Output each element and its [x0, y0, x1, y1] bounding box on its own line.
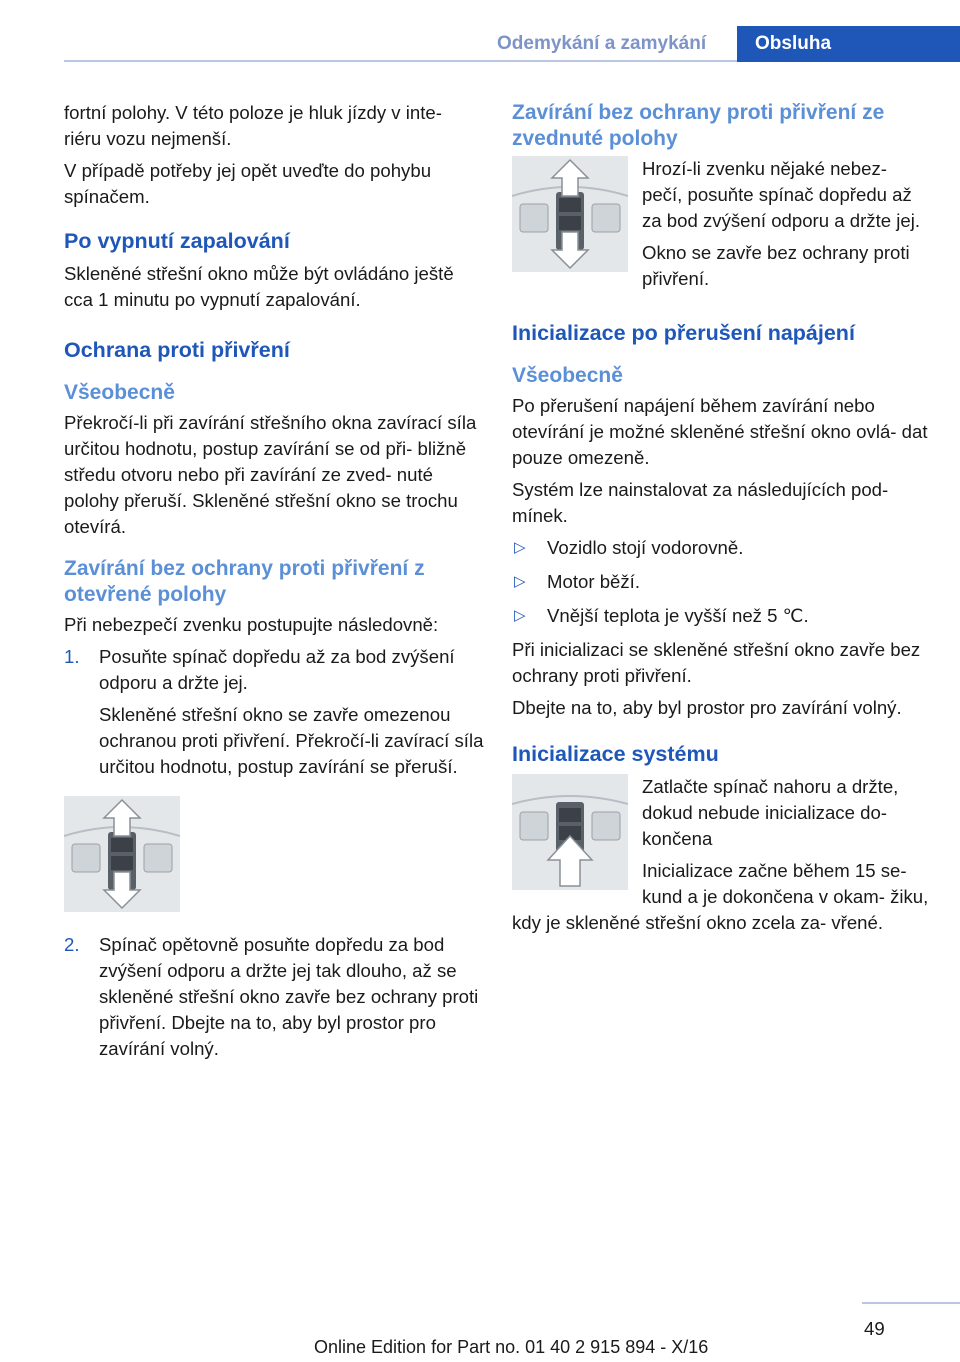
paragraph: V případě potřeby jej opět uveďte do pohybu spínačem.: [64, 160, 432, 207]
chapter-tab[interactable]: Obsluha: [737, 26, 960, 62]
list-item: [512, 603, 932, 629]
triangle-bullet-icon: ▷: [514, 539, 526, 556]
heading-pinch-protection: Ochrana proti přivření: [64, 338, 290, 362]
list-number: 1.: [64, 646, 80, 667]
triangle-bullet-icon: ▷: [514, 573, 526, 590]
list-item: [64, 644, 484, 780]
list-number: 2.: [64, 934, 80, 955]
right-column: [512, 100, 932, 942]
bullet-text: Motor běží.: [547, 571, 641, 592]
section-tab[interactable]: Odemykání a zamykání: [497, 33, 707, 54]
bullet-text: Vozidlo stojí vodorovně.: [547, 537, 744, 558]
paragraph: fortní polohy. V této poloze je hluk jízdy v inte‐ riéru vozu nejmenší.: [64, 102, 442, 149]
list-item: [64, 932, 484, 1062]
step-text: Spínač opětovně posuňte dopředu za bod zvýšení odporu a držte jej tak dlouho, až se skleněné střešní okno zavře bez ochrany proti přivření. Dbejte na to, aby byl prostor pro zavírání volný.: [99, 934, 479, 1059]
heading-initialization-after-power: Inicializace po přerušení napájení: [512, 321, 855, 345]
paragraph: Při inicializaci se skleněné střešní okno zavře bez ochrany proti přivření.: [512, 639, 921, 686]
paragraph: Hrozí-li zvenku nějaké nebez‐ pečí, posuňte spínač dopředu až za bod zvýšení odporu a držte jej.: [642, 158, 921, 231]
footer-rule: [862, 1302, 960, 1304]
paragraph: Překročí-li při zavírání střešního okna zavírací síla určitou hodnotu, postup zavírání se od při‐ bližně středu otvoru nebo při zavírání ze zved‐ nuté polohy přeruší. Skleněné střešní okno se trochu otevírá.: [64, 412, 477, 537]
bullet-text: Vnější teplota je vyšší než 5 ℃.: [547, 605, 809, 626]
heading-close-from-open: Zavírání bez ochrany proti přivření z otevřené polohy: [64, 557, 425, 606]
paragraph: Skleněné střešní okno může být ovládáno ještě cca 1 minutu po vypnutí zapalování.: [64, 263, 454, 310]
step-extra: Skleněné střešní okno se zavře omezenou ochranou proti přivření. Překročí-li zavírací síla určitou hodnotu, postup zavírání se přeruší.: [99, 704, 484, 777]
heading-general: Všeobecně: [64, 381, 175, 404]
list-item: [512, 535, 932, 561]
heading-general: Všeobecně: [512, 364, 623, 387]
paragraph: Systém lze nainstalovat za následujících pod‐ mínek.: [512, 479, 889, 526]
switch-forward-icon: [64, 796, 180, 912]
list-item: [512, 569, 932, 595]
paragraph: Při nebezpečí zvenku postupujte následovně:: [64, 614, 439, 635]
paragraph: Po přerušení napájení během zavírání nebo otevírání je možné skleněné střešní okno ovlá‐ dat pouze omezeně.: [512, 395, 928, 468]
switch-up-icon: [512, 774, 628, 890]
paragraph: Zatlačte spínač nahoru a držte, dokud nebude inicializace do‐ končena: [642, 776, 899, 849]
paragraph: Inicializace začne během 15 se‐ kund a je dokončena v okam‐ žiku, kdy je skleněné střešní okno zcela za‐ vřené.: [512, 860, 929, 933]
switch-illustration-raised: [512, 156, 628, 272]
heading-close-from-raised: Zavírání bez ochrany proti přivření ze zvednuté polohy: [512, 101, 885, 150]
heading-system-initialization: Inicializace systému: [512, 742, 719, 766]
step-text: Posuňte spínač dopředu až za bod zvýšení odporu a držte jej.: [99, 646, 455, 693]
edition-note: Online Edition for Part no. 01 40 2 915 894 - X/16: [314, 1337, 709, 1357]
paragraph: Okno se zavře bez ochrany proti přivření.: [642, 242, 910, 289]
heading-ignition: Po vypnutí zapalování: [64, 229, 290, 253]
left-column: [64, 100, 484, 1068]
page-number: 49: [864, 1318, 885, 1339]
triangle-bullet-icon: ▷: [514, 607, 526, 624]
switch-forward-icon: [512, 156, 628, 272]
switch-illustration-push-up: [512, 774, 628, 890]
switch-illustration-push-forward: [64, 796, 180, 912]
paragraph: Dbejte na to, aby byl prostor pro zavírání volný.: [512, 697, 902, 718]
